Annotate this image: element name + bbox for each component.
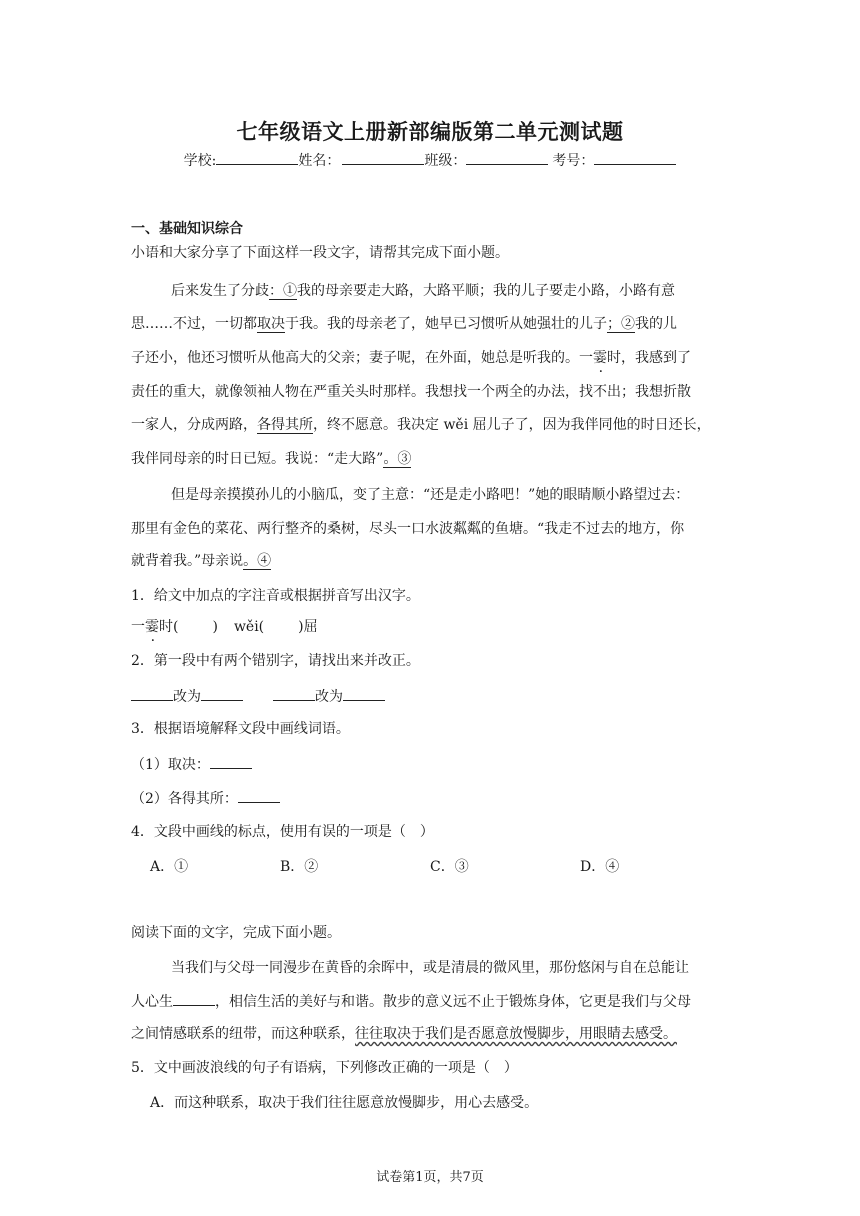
underlined-word-qujue: 取决 xyxy=(257,316,285,332)
page-footer: 试卷第1页，共7页 xyxy=(376,1170,484,1185)
option-b[interactable]: B．② xyxy=(280,859,319,875)
section-heading: 一、基础知识综合 xyxy=(131,221,243,237)
dotted-char: 霎 xyxy=(593,350,607,366)
answer-blank[interactable] xyxy=(238,788,280,803)
name-blank[interactable] xyxy=(342,150,424,165)
underlined-word-gedeqisuo: 各得其所 xyxy=(257,417,313,433)
question-1-answer: 一霎时( ) wěi( )屈 xyxy=(131,619,318,635)
intro-text: 小语和大家分享了下面这样一段文字，请帮其完成下面小题。 xyxy=(131,245,509,261)
underlined-punct-1: ：① xyxy=(269,283,297,299)
question-3: 3．根据语境解释文段中画线词语。 xyxy=(131,721,350,737)
underlined-punct-4: 。④ xyxy=(243,553,272,569)
intro-text: 阅读下面的文字，完成下面小题。 xyxy=(131,925,341,941)
passage-line: 人心生 ，相信生活的美好与和谐。散步的意义远不止于锻炼身体，它更是我们与父母 xyxy=(131,991,691,1012)
passage-line: 那里有金色的菜花、两行整齐的桑树，尽头一口水波粼粼的鱼塘。“我走不过去的地方，你 xyxy=(131,521,685,537)
passage-line: 思……不过，一切都取决于我。我的母亲老了，她早已习惯听从她强壮的儿子；②我的儿 xyxy=(131,316,677,332)
option-c[interactable]: C．③ xyxy=(430,859,469,875)
answer-blank[interactable] xyxy=(173,991,215,1006)
answer-blank[interactable] xyxy=(343,686,385,701)
number-blank[interactable] xyxy=(594,150,676,165)
option-d[interactable]: D．④ xyxy=(580,859,620,875)
number-label: 考号： xyxy=(552,153,595,169)
question-2-answer: 改为 改为 xyxy=(131,686,385,707)
passage-line: 子还小，他还习惯听从他高大的父亲；妻子呢，在外面，她总是听我的。一霎时，我感到了 xyxy=(131,350,691,366)
question-5: 5．文中画波浪线的句子有语病，下列修改正确的一项是（ ） xyxy=(131,1060,518,1076)
question-3-part-2: （2）各得其所： xyxy=(131,788,280,809)
question-4: 4．文段中画线的标点，使用有误的一项是（ ） xyxy=(131,824,434,840)
page-title: 七年级语文上册新部编版第二单元测试题 xyxy=(236,119,624,144)
school-label: 学校: xyxy=(183,153,217,169)
passage-line: 就背着我。”母亲说。④ xyxy=(131,553,272,569)
answer-blank[interactable] xyxy=(210,754,252,769)
underlined-punct-3: 。③ xyxy=(383,451,412,467)
answer-blank[interactable] xyxy=(201,686,243,701)
passage-line: 责任的重大，就像领袖人物在严重关头时那样。我想找一个两全的办法，找不出；我想折散 xyxy=(131,384,691,400)
option-a[interactable]: A．而这种联系，取决于我们往往愿意放慢脚步，用心去感受。 xyxy=(150,1095,539,1111)
class-blank[interactable] xyxy=(466,150,548,165)
option-a[interactable]: A．① xyxy=(150,859,189,875)
name-label: 姓名： xyxy=(298,153,341,169)
passage-line: 我伴同母亲的时日已短。我说：“走大路”。③ xyxy=(131,451,412,467)
class-label: 班级： xyxy=(424,153,467,169)
passage-line: 后来发生了分歧：①我的母亲要走大路，大路平顺；我的儿子要走小路，小路有意 xyxy=(171,283,675,299)
passage-line: 之间情感联系的纽带，而这种联系，往往取决于我们是否愿意放慢脚步，用眼睛去感受。 xyxy=(131,1026,677,1042)
passage-line: 当我们与父母一同漫步在黄昏的余晖中，或是清晨的微风里，那份悠闲与自在总能让 xyxy=(171,960,689,976)
wavy-underlined-sentence: 往往取决于我们是否愿意放慢脚步，用眼睛去感受。 xyxy=(355,1026,677,1042)
passage-line: 一家人，分成两路，各得其所，终不愿意。我决定 wěi 屈儿子了，因为我伴同他的时日还长， xyxy=(131,417,711,433)
student-info-line xyxy=(0,150,860,170)
question-2: 2．第一段中有两个错别字，请找出来并改正。 xyxy=(131,653,420,669)
question-3-part-1: （1）取决： xyxy=(131,754,252,775)
passage-line: 但是母亲摸摸孙儿的小脑瓜，变了主意：“还是走小路吧！”她的眼睛顺小路望过去： xyxy=(171,487,690,503)
question-1: 1．给文中加点的字注音或根据拼音写出汉字。 xyxy=(131,588,420,604)
answer-blank[interactable] xyxy=(131,686,173,701)
answer-blank[interactable] xyxy=(273,686,315,701)
school-blank[interactable] xyxy=(216,150,298,165)
underlined-punct-2: ；② xyxy=(607,316,635,332)
